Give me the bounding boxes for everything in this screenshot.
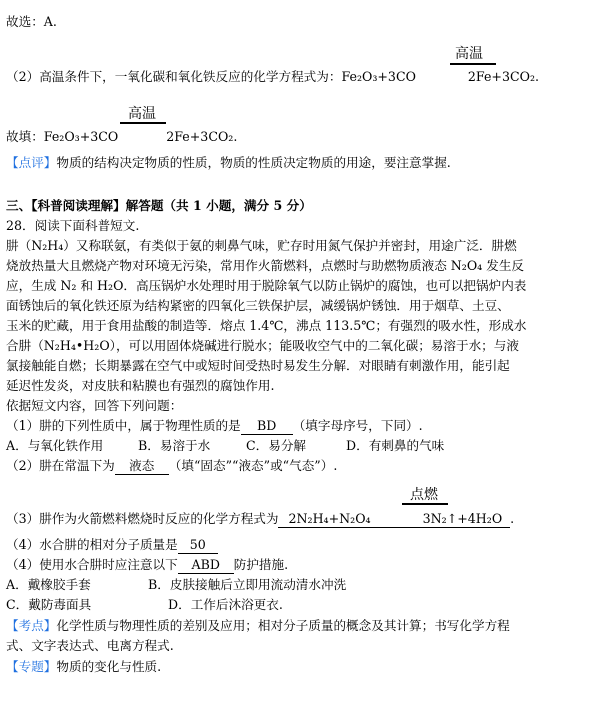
sub3-suffix: . [510, 511, 515, 526]
q2-line [6, 68, 539, 85]
reaction-condition: 高温 [455, 46, 483, 62]
passage-line: 面锈蚀后的氧化铁还原为结构紧密的四氧化三铁保护层，减缓锅炉锈蚀．用于烟草、土豆、 [6, 298, 510, 313]
sub3-line [6, 510, 514, 528]
sub5-prefix: （4）使用水合肼时应注意以下 [6, 557, 178, 572]
kaodian-line [6, 617, 510, 634]
sub2-line [6, 457, 337, 475]
passage-line: 合肼（N₂H₄•H₂O），可以用固体烧碱进行脱水；能吸收空气中的二氧化碳；易溶于水；与液 [6, 338, 519, 353]
sub4-prefix: （4）水合肼的相对分子质量是 [6, 537, 178, 552]
passage-line: 氯接触能自燃；长期暴露在空气中或短时间受热时易发生分解．对眼睛有刺激作用，能引起 [6, 358, 510, 373]
sub1-answer: BD [241, 417, 293, 435]
option-d: D．工作后沐浴更衣. [168, 597, 283, 612]
sub5-options-row1 [6, 576, 346, 593]
passage-line: 应，生成 N₂ 和 H₂O．高压锅炉水处理时用于脱除氧气以防止锅炉的腐蚀，也可以把锅炉内表 [6, 278, 527, 293]
zhuanti-tag: 【专题】 [6, 659, 57, 674]
sub3-prefix: （3）肼作为火箭燃料燃烧时反应的化学方程式为 [6, 511, 279, 526]
passage-line: 延迟性发炎，对皮肤和粘膜也有强烈的腐蚀作用. [6, 378, 275, 393]
comment-text: 物质的结构决定物质的性质，物质的性质决定物质的用途，要注意掌握. [56, 155, 451, 170]
option-b: B．皮肤接触后立即用流动清水冲洗 [148, 577, 347, 592]
q2-rhs: 2Fe+3CO₂. [467, 69, 539, 84]
sub2-prefix: （2）肼在常温下为 [6, 458, 115, 473]
sub1-options [6, 437, 444, 454]
option-a: A．与氧化铁作用 [6, 438, 104, 453]
q2-lhs: Fe₂O₃+3CO [341, 69, 416, 84]
question-title: 28．阅读下面科普短文. [6, 218, 140, 233]
kaodian-line-2: 式、文字表达式、电离方程式. [6, 638, 174, 653]
sub3-rhs: 3N₂↑+4H₂O [422, 511, 503, 526]
passage-line: 烧放热量大且燃烧产物对环境无污染，常用作火箭燃料，点燃时与助燃物质液态 N₂O₄ 发生反 [6, 258, 525, 273]
fill-rhs: 2Fe+3CO₂. [166, 129, 238, 144]
zhuanti-line [6, 658, 161, 675]
option-a: A．戴橡胶手套 [6, 577, 91, 592]
sub1-prefix: （1）肼的下列性质中，属于物理性质的是 [6, 418, 241, 433]
comment-tag: 【点评】 [6, 155, 57, 170]
passage-line: 肼（N₂H₄）又称联氨，有类似于氨的刺鼻气味，贮存时用氮气保护并密封，用途广泛．肼燃 [6, 238, 517, 253]
passage-line: 玉米的贮藏，用于食用盐酸的制造等．熔点 1.4℃，沸点 113.5℃；有强烈的吸水性，形成水 [6, 318, 527, 333]
option-d: D．有刺鼻的气味 [346, 438, 445, 453]
sub2-suffix: （填“固态”“液态”或“气态”）. [168, 458, 338, 473]
sub1-line [6, 417, 423, 435]
sub4-line [6, 536, 218, 554]
sub2-answer: 液态 [115, 457, 169, 475]
zhuanti-text: 物质的变化与性质. [56, 659, 162, 674]
sub1-suffix: （填字母序号，下同）. [292, 418, 423, 433]
instruction: 依据短文内容，回答下列问题： [6, 398, 183, 413]
condition-bar [402, 503, 448, 505]
kaodian-tag: 【考点】 [6, 618, 57, 633]
option-c: C．戴防毒面具 [6, 597, 92, 612]
q2-prefix: （2）高温条件下，一氧化碳和氧化铁反应的化学方程式为： [6, 69, 342, 84]
option-c: C．易分解 [246, 438, 307, 453]
fill-lhs: Fe₂O₃+3CO [43, 129, 119, 144]
sub5-line [6, 556, 288, 574]
comment-line [6, 154, 451, 171]
sub3-lhs: 2N₂H₄+N₂O₄ [288, 511, 371, 526]
condition-bar [450, 63, 496, 65]
fill-line [6, 128, 237, 145]
answer-choice: 故选：A. [6, 14, 57, 29]
sub5-options-row2 [6, 596, 283, 613]
option-b: B．易溶于水 [138, 438, 211, 453]
sub4-answer: 50 [178, 536, 218, 554]
reaction-condition: 高温 [128, 106, 156, 122]
kaodian-text: 化学性质与物理性质的差别及应用；相对分子质量的概念及其计算；书写化学方程 [56, 618, 510, 633]
sub5-answer: ABD [178, 556, 234, 574]
section-heading: 三、【科普阅读理解】解答题（共 1 小题，满分 5 分） [6, 198, 312, 213]
reaction-condition: 点燃 [410, 487, 438, 503]
sub5-suffix: 防护措施. [233, 557, 289, 572]
fill-prefix: 故填： [6, 129, 44, 144]
condition-bar [120, 122, 166, 124]
